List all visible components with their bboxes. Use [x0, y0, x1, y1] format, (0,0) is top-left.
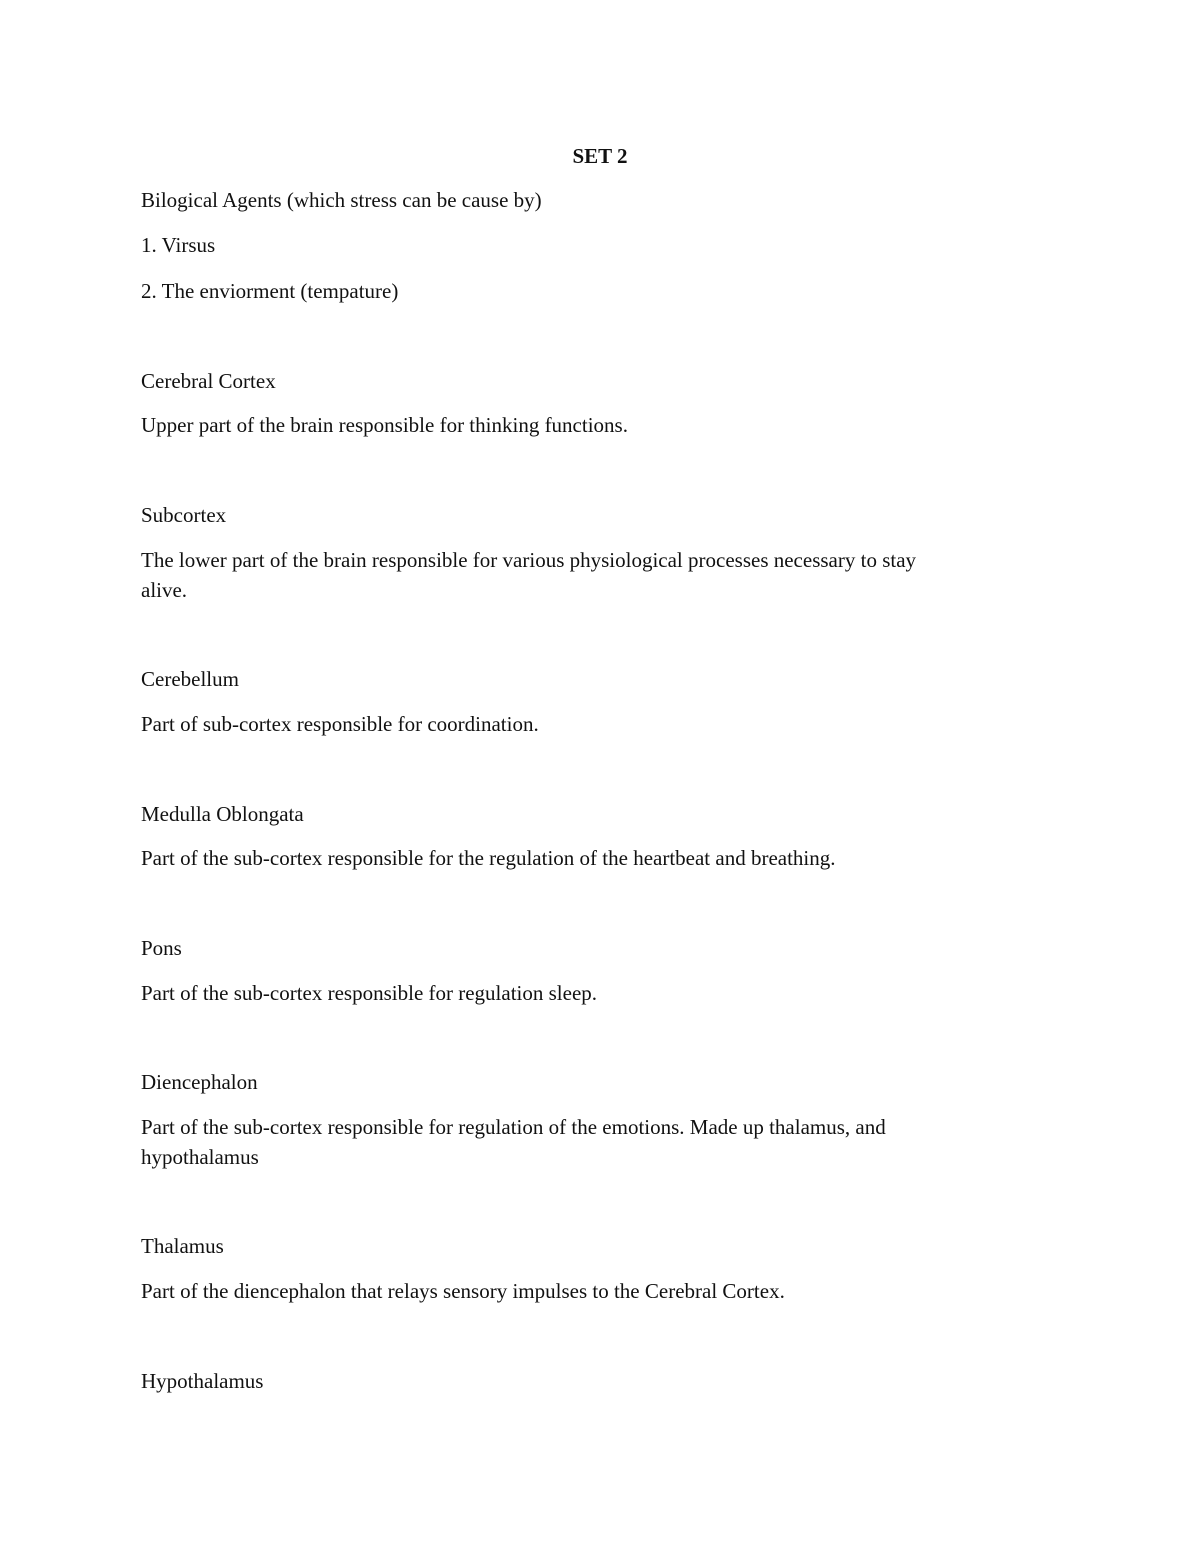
term-definition: Part of the diencephalon that relays sensory impulses to the Cerebral Cortex.	[141, 1279, 785, 1303]
term-definition-line: Part of the sub-cortex responsible for regulation of the emotions. Made up thalamus, and	[141, 1115, 886, 1139]
term-definition-line: alive.	[141, 578, 188, 602]
term-definition: Part of the sub-cortex responsible for the regulation of the heartbeat and breathing.	[141, 846, 836, 870]
term-heading: Cerebellum	[141, 667, 239, 691]
term-definition-line: hypothalamus	[141, 1145, 259, 1169]
term-heading: Medulla Oblongata	[141, 802, 304, 826]
intro-heading: Bilogical Agents (which stress can be cause by)	[141, 188, 542, 212]
term-definition-line: The lower part of the brain responsible for various physiological processes necessary to stay	[141, 548, 917, 572]
document-title: SET 2	[572, 144, 628, 168]
term-heading: Diencephalon	[141, 1070, 258, 1094]
intro-list-item: 2. The enviorment (tempature)	[141, 279, 399, 303]
term-definition: Part of sub-cortex responsible for coordination.	[141, 712, 539, 736]
term-heading: Cerebral Cortex	[141, 369, 276, 393]
term-heading: Thalamus	[141, 1234, 224, 1258]
term-definition: Upper part of the brain responsible for thinking functions.	[141, 413, 628, 437]
term-heading: Hypothalamus	[141, 1369, 264, 1393]
term-heading: Subcortex	[141, 503, 227, 527]
term-heading: Pons	[141, 936, 182, 960]
term-definition: Part of the sub-cortex responsible for regulation sleep.	[141, 981, 598, 1005]
intro-list-item: 1. Virsus	[141, 233, 216, 257]
